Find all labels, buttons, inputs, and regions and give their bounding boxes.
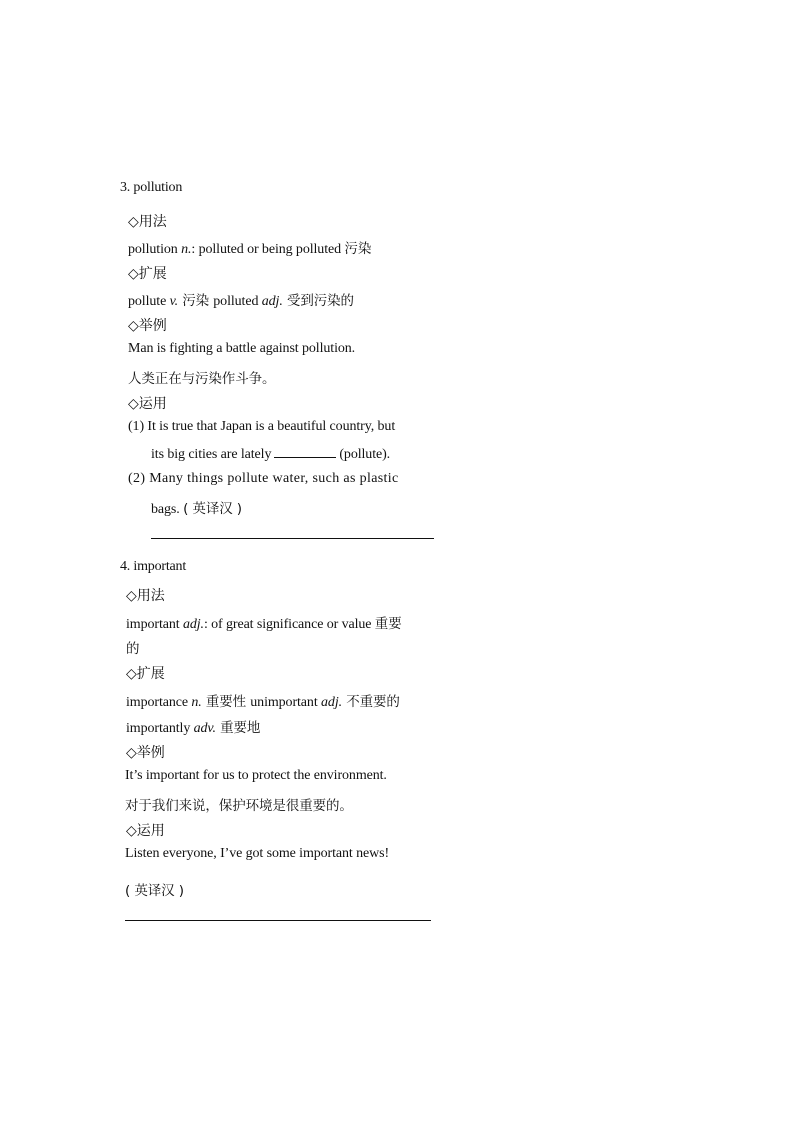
example-english: It’s important for us to protect the environment.: [125, 768, 387, 783]
example-english: Man is fighting a battle against pollution.: [128, 341, 356, 356]
answer-blank[interactable]: [274, 445, 336, 458]
question-2-line-2: bags. ( 英译汉 ): [151, 501, 242, 517]
entry-heading-important: 4. important: [120, 559, 187, 574]
answer-line[interactable]: [125, 920, 431, 921]
example-chinese: 人类正在与污染作斗争。: [128, 371, 276, 387]
question-2-line-1: (2) Many things pollute water, such as plastic: [128, 471, 399, 486]
extension-label: ◇扩展: [126, 666, 165, 682]
question-1-line-1: (1) It is true that Japan is a beautiful country, but: [128, 419, 396, 434]
usage-definition: important adj.: of great significance or value 重要: [126, 616, 402, 632]
apply-label: ◇运用: [126, 823, 165, 839]
apply-label: ◇运用: [128, 396, 167, 412]
question-1-line-2: its big cities are lately (pollute).: [151, 447, 391, 462]
usage-definition-cont: 的: [126, 641, 140, 657]
question-instruction: ( 英译汉 ): [125, 883, 184, 899]
example-chinese: 对于我们来说，保护环境是很重要的。: [125, 798, 353, 814]
answer-line[interactable]: [151, 538, 434, 539]
extension-line-1: importance n. 重要性 unimportant adj. 不重要的: [126, 694, 400, 710]
extension-line-2: importantly adv. 重要地: [126, 720, 261, 736]
extension-line: pollute v. 污染 polluted adj. 受到污染的: [128, 293, 354, 309]
extension-label: ◇扩展: [128, 266, 167, 282]
example-label: ◇举例: [128, 318, 167, 334]
example-label: ◇举例: [126, 745, 165, 761]
entry-heading-pollution: 3. pollution: [120, 180, 183, 195]
usage-label: ◇用法: [128, 214, 167, 230]
usage-definition: pollution n.: polluted or being polluted 污染: [128, 241, 372, 257]
usage-label: ◇用法: [126, 588, 165, 604]
question-line: Listen everyone, I’ve got some important news!: [125, 846, 390, 861]
